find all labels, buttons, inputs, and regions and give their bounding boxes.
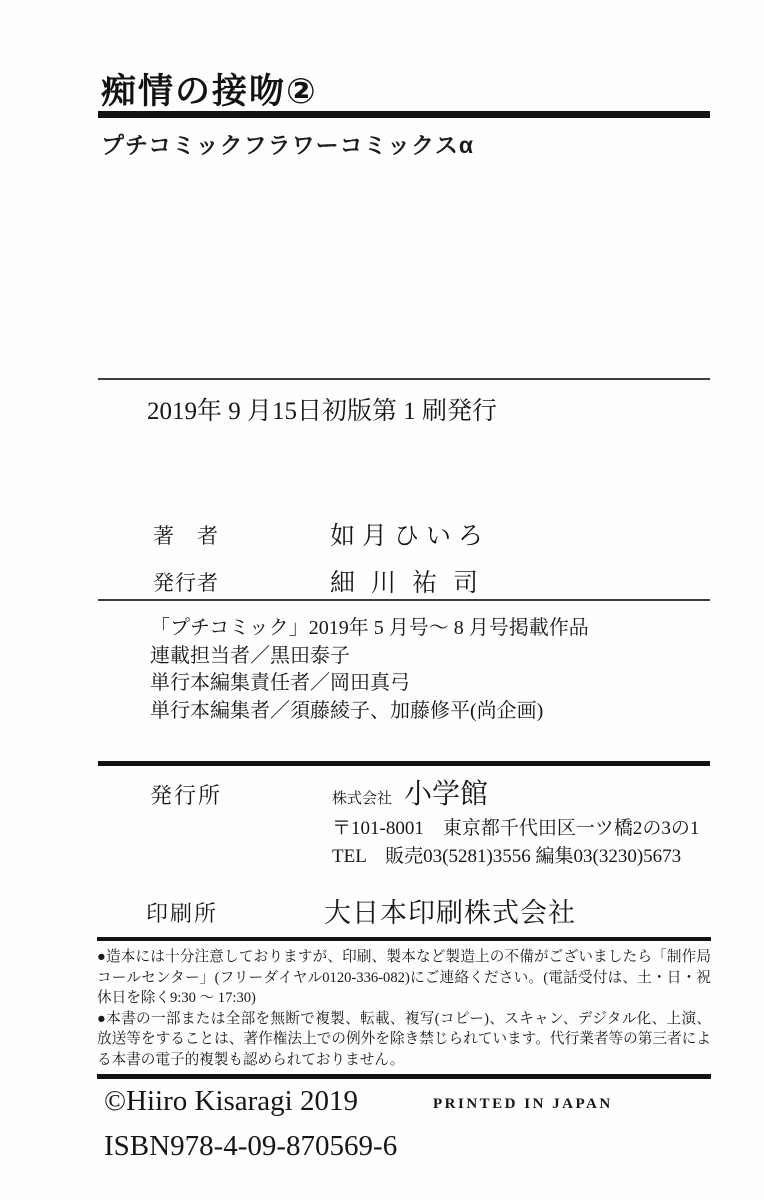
divider-publisher: [98, 761, 710, 766]
publisher-label: 発行者: [153, 571, 219, 595]
serial-note-line: 単行本編集責任者／岡田真弓: [150, 672, 410, 694]
title-underline: [98, 111, 710, 118]
isbn-line: ISBN978-4-09-870569-6: [104, 1130, 398, 1162]
book-title: 痴情の接吻②: [101, 72, 318, 111]
printer-label: 印刷所: [146, 901, 219, 926]
publisher-name: 細川祐司: [330, 570, 495, 597]
publishing-company: [332, 772, 488, 812]
serial-note-line: 連載担当者／黒田泰子: [150, 644, 350, 667]
publisher-address: 〒101-8001 東京都千代田区一ツ橋2の3の1: [332, 818, 700, 839]
author-label: 著 者: [153, 524, 219, 548]
copyright-line: ©Hiiro Kisaragi 2019: [104, 1085, 358, 1117]
copyright-notice: ●本書の一部または全部を無断で複製、転載、複写(コピー)、スキャン、デジタル化、上演、放送等をすることは、著作権法上での例外を除き禁じられています。代行業者等の第三者による本書の電子的複製も認められておりません。: [97, 1010, 711, 1068]
defect-notice: ●造本には十分注意しておりますが、印刷、製本など製造上の不備がございましたら「制作局コールセンター」(フリーダイヤル0120-336-082)にご連絡ください。(電話受付は、土・日・祝休日を除く9:30 ～ 17:30): [97, 949, 711, 1007]
serial-note-line: 単行本編集者／須藤綾子、加藤修平(尚企画): [150, 699, 544, 722]
publisher-phone: TEL 販売03(5281)3556 編集03(3230)5673: [332, 846, 682, 867]
printed-in-japan: PRINTED IN JAPAN: [433, 1096, 613, 1112]
company-prefix: 株式会社: [332, 791, 393, 807]
author-name: 如月ひいろ: [330, 523, 491, 550]
edition-line: 2019年 9 月15日初版第 1 刷発行: [147, 398, 498, 425]
divider-top: [98, 378, 710, 380]
publishing-house-label: 発行所: [150, 783, 223, 808]
legal-notice-box: [97, 937, 711, 1079]
company-name: 小学館: [404, 779, 489, 810]
printer-name: 大日本印刷株式会社: [324, 898, 576, 928]
divider-credits: [98, 599, 710, 601]
serial-note-line: 「プチコミック」2019年 5 月号～ 8 月号掲載作品: [150, 617, 589, 639]
imprint-label: プチコミックフラワーコミックスα: [101, 132, 475, 158]
serialization-notes: [150, 615, 589, 725]
